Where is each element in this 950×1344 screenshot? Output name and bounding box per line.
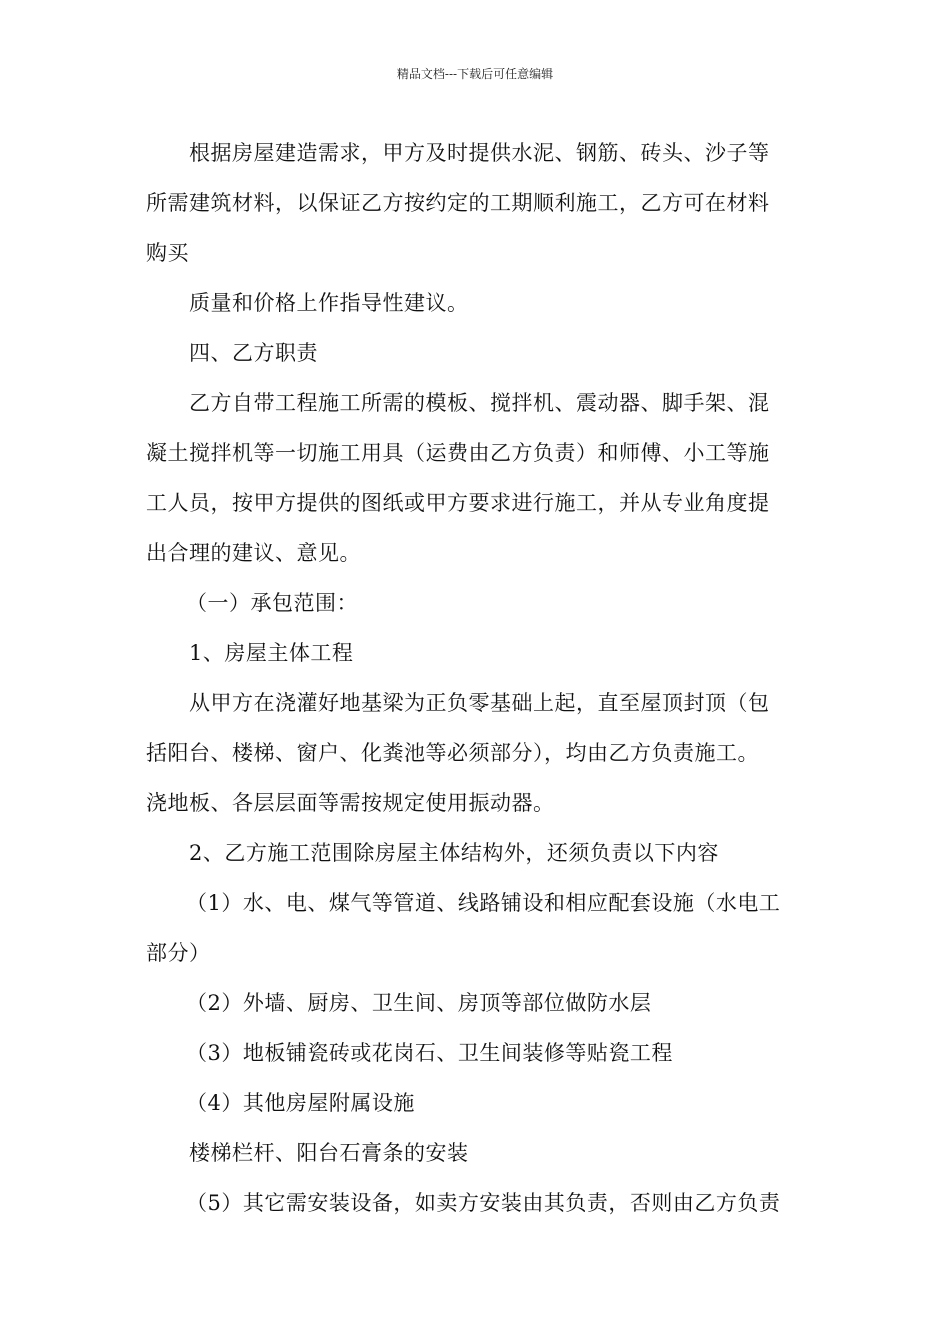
list-item: 2、乙方施工范围除房屋主体结构外，还须负责以下内容 [189,841,719,865]
paragraph-line: 工人员，按甲方提供的图纸或甲方要求进行施工，并从专业角度提 [146,491,770,515]
paragraph-line: 购买 [146,241,189,265]
subsection-heading: （一）承包范围： [186,591,358,615]
list-item: （5）其它需安装设备，如卖方安装由其负责，否则由乙方负责 [186,1191,781,1215]
paragraph-line: 从甲方在浇灌好地基梁为正负零基础上起，直至屋顶封顶（包 [189,691,770,715]
list-item: 1、房屋主体工程 [189,641,354,665]
list-item: （3）地板铺瓷砖或花岗石、卫生间装修等贴瓷工程 [186,1041,673,1065]
paragraph-line: 部分） [146,941,211,965]
section-heading: 四、乙方职责 [189,341,318,365]
paragraph-line: 楼梯栏杆、阳台石膏条的安装 [189,1141,469,1165]
paragraph-line: 括阳台、楼梯、窗户、化粪池等必须部分），均由乙方负责施工。 [146,741,759,765]
list-item: （4）其他房屋附属设施 [186,1091,415,1115]
paragraph-line: 出合理的建议、意见。 [146,541,361,565]
paragraph-line: 乙方自带工程施工所需的模板、搅拌机、震动器、脚手架、混 [189,391,770,415]
paragraph-line: 浇地板、各层层面等需按规定使用振动器。 [146,791,555,815]
paragraph-line: 所需建筑材料，以保证乙方按约定的工期顺利施工，乙方可在材料 [146,191,770,215]
document-body [146,128,808,1228]
list-item: （1）水、电、煤气等管道、线路铺设和相应配套设施（水电工 [186,891,781,915]
paragraph-line: 根据房屋建造需求，甲方及时提供水泥、钢筋、砖头、沙子等 [189,141,770,165]
paragraph-line: 凝土搅拌机等一切施工用具（运费由乙方负责）和师傅、小工等施 [146,441,770,465]
list-item: （2）外墙、厨房、卫生间、房顶等部位做防水层 [186,991,652,1015]
page-header: 精品文档---下载后可任意编辑 [396,67,554,81]
paragraph-line: 质量和价格上作指导性建议。 [189,291,469,315]
